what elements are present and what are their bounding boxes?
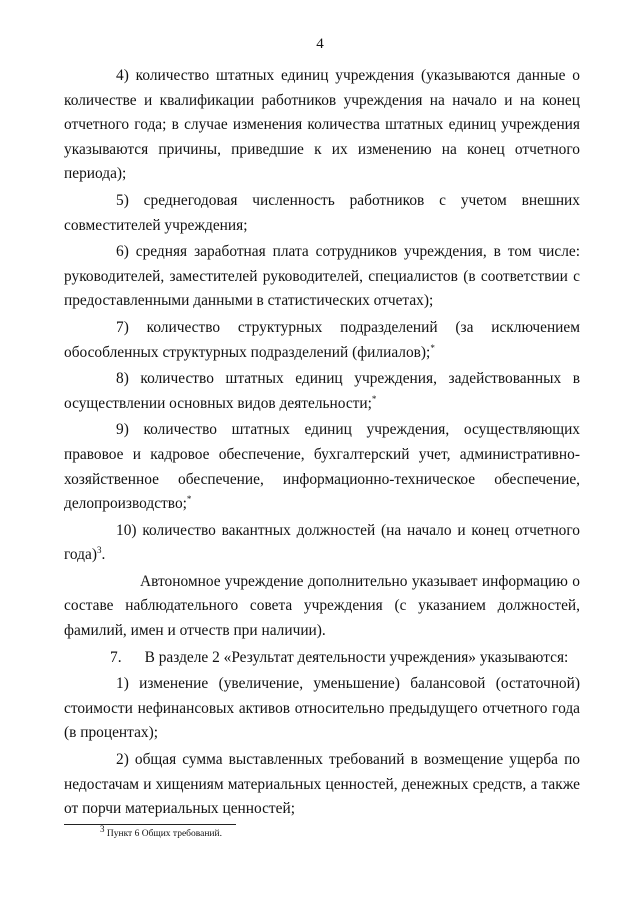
asterisk-mark: * [430, 342, 435, 353]
paragraph-item-9-text: 9) количество штатных единиц учреждения, осуществляющих правовое и кадровое обеспечение, бухгалтерский учет, административно-хозяйственное обеспечение, информационно-техническое обеспечение, делопроизводство; [64, 421, 580, 513]
paragraph-item-8 [64, 367, 580, 416]
paragraph-item-8-text: 8) количество штатных единиц учреждения, задействованных в осуществлении основных видов деятельности; [64, 370, 580, 412]
paragraph-item-10-period: . [101, 546, 106, 564]
asterisk-mark: * [371, 393, 377, 404]
page-number: 4 [316, 36, 324, 52]
paragraph-autonomous: Автономное учреждение дополнительно указывает информацию о составе наблюдательного совета учреждения (с указанием должностей, фамилий, имен и отчеств при наличии). [64, 572, 580, 640]
paragraph-item-9 [64, 418, 580, 516]
footnote-divider [64, 824, 236, 825]
paragraph-result-1: 1) изменение (увеличение, уменьшение) балансовой (остаточной) стоимости нефинансовых активов относительно предыдущего отчетного года (в процентах); [64, 675, 580, 742]
paragraph-item-6: 6) средняя заработная плата сотрудников учреждения, в том числе: руководителей, заместителей руководителей, специалистов (в соответствии с предоставленными данными в статистических отчетах); [64, 243, 580, 310]
paragraph-item-10 [64, 519, 580, 568]
paragraph-item-7-text: 7) количество структурных подразделений (за исключением обособленных структурных подразделений (филиалов); [64, 318, 580, 361]
footnote [100, 823, 222, 840]
footnote-number: 3 [100, 823, 105, 834]
paragraph-item-5: 5) среднегодовая численность работников с учетом внешних совместителей учреждения; [64, 191, 580, 234]
paragraph-section-7: 7. В разделе 2 «Результат деятельности учреждения» указываются: [110, 648, 569, 666]
asterisk-mark: * [186, 493, 192, 504]
paragraph-item-10-text: 10) количество вакантных должностей (на начало и конец отчетного года) [64, 521, 580, 564]
paragraph-item-7 [64, 316, 580, 365]
paragraph-result-2: 2) общая сумма выставленных требований в возмещение ущерба по недостачам и хищениям материальных ценностей, денежных средств, а также от порчи материальных ценностей; [64, 751, 580, 818]
footnote-reference: 3 [96, 545, 102, 556]
document-body [64, 64, 580, 822]
paragraph-item-4: 4) количество штатных единиц учреждения (указываются данные о количестве и квалификации работников учреждения на начало и на конец отчетного года; в случае изменения количества штатных единиц учреждения указываются причины, приведшие к их изменению на конец отчетного периода); [64, 67, 580, 183]
footnote-text: Пункт 6 Общих требований. [106, 829, 222, 839]
